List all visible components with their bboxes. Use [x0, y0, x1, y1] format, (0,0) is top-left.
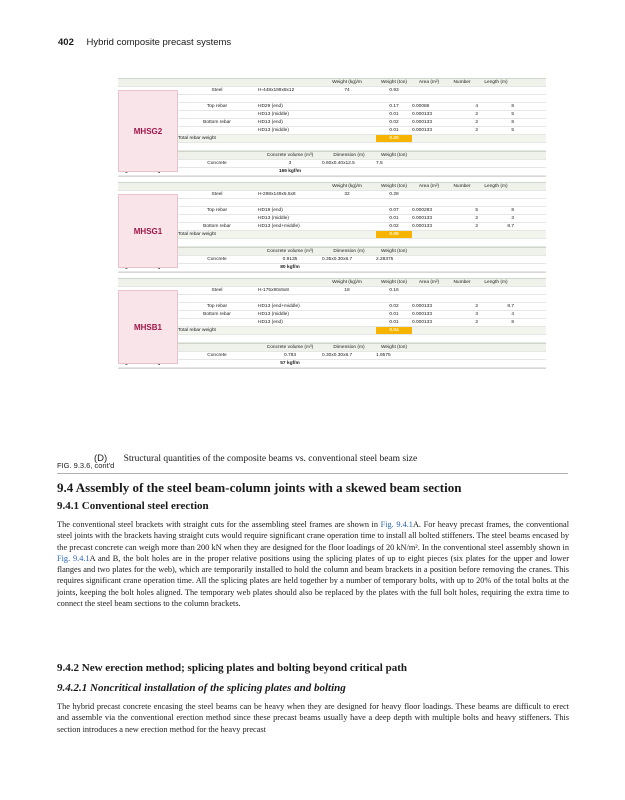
total-rebar-row [118, 231, 546, 239]
rebar-spec: HD29 (end) [258, 104, 283, 109]
rebar-length: 8.7 [507, 304, 514, 309]
column-header-row [118, 278, 546, 287]
rebar-spec: HD13 (middle) [258, 312, 289, 317]
col-header: Number [453, 80, 471, 85]
steel-weight-ton: 0.28 [389, 192, 399, 197]
col-header: Area (m²) [418, 80, 440, 85]
original-steel-weight: 80 kgf/m [280, 265, 300, 270]
rebar-length: 8 [511, 208, 514, 213]
rebar-number: 2 [475, 304, 478, 309]
divider [57, 473, 568, 474]
rebar-weight: 0.17 [389, 104, 399, 109]
concrete-dimension: 0.35x0.30x8.7 [322, 257, 353, 262]
col-header: Concrete volume (m³) [266, 249, 314, 254]
rebar-number: 4 [475, 104, 478, 109]
rebar-row [118, 207, 546, 215]
concrete-row [118, 160, 546, 168]
concrete-weight: 1.9575 [376, 353, 391, 358]
rebar-length: 3 [511, 216, 514, 221]
row-label: Total rebar weight [178, 232, 216, 237]
rebar-weight: 0.01 [389, 320, 399, 325]
rebar-area: 0.000133 [412, 120, 433, 125]
rebar-area: 0.000133 [412, 112, 433, 117]
col-header: Weight (ton) [380, 184, 408, 189]
col-header: Length (m) [484, 184, 508, 189]
rebar-group [178, 215, 256, 222]
table-block-mhsb1 [118, 278, 546, 369]
col-header: Number [453, 184, 471, 189]
table-block-mhsg1 [118, 182, 546, 273]
col-header: Weight (kg)/m [332, 184, 362, 189]
column-header-row [118, 182, 546, 191]
rebar-number: 5 [475, 208, 478, 213]
col-header: Dimension (m) [333, 249, 365, 254]
col-header: Length (m) [484, 80, 508, 85]
rebar-length: 8.7 [507, 224, 514, 229]
steel-weight-ton: 0.93 [389, 88, 399, 93]
paragraph-conventional-erection [57, 519, 569, 609]
total-rebar-value: 0.04 [376, 327, 412, 334]
row-label: Total rebar weight [178, 328, 216, 333]
total-rebar-row [118, 135, 546, 143]
rebar-group: Bottom rebar [203, 120, 231, 125]
rebar-length: 8 [511, 104, 514, 109]
rebar-row [118, 119, 546, 127]
rebar-number: 2 [475, 224, 478, 229]
steel-row [118, 191, 546, 199]
spacer-row [118, 335, 546, 343]
col-header: Concrete volume (m³) [266, 345, 314, 350]
member-label: MHSG2 [118, 90, 178, 172]
figure-link[interactable]: Fig. 9.4.1 [57, 553, 90, 563]
col-header: Weight (kg)/m [332, 80, 362, 85]
rebar-spec: HD13 (middle) [258, 216, 289, 221]
rebar-spec: HD13 (end+middle) [258, 224, 300, 229]
col-header: Number [453, 280, 471, 285]
rebar-area: 0.000133 [412, 224, 433, 229]
rebar-group: Top rebar [206, 208, 228, 213]
rebar-number: 3 [475, 312, 478, 317]
rebar-row [118, 319, 546, 327]
rebar-number: 2 [475, 120, 478, 125]
rebar-length: 8 [511, 320, 514, 325]
rebar-number: 2 [475, 216, 478, 221]
rebar-area: 0.000133 [412, 128, 433, 133]
spacer-row [118, 295, 546, 303]
rebar-number: 2 [475, 128, 478, 133]
paragraph-new-method: The hybrid precast concrete encasing the steel beams can be heavy when they are designed for heavy floor loadings. These beams are difficult to erect and assemble via the conventional erection method since these precast beams usually have a deep depth with multiple bolts and heavy stiffeners. This section introduces a new erection method for the heavy precast [57, 702, 569, 734]
table-block-mhsg2 [118, 78, 546, 177]
rebar-row [118, 311, 546, 319]
rebar-group: Bottom rebar [203, 224, 231, 229]
rebar-row [118, 223, 546, 231]
text-run: The conventional steel brackets with straight cuts for the assembling steel frames are shown in [57, 520, 381, 529]
running-title: Hybrid composite precast systems [86, 37, 232, 48]
rebar-group [178, 319, 256, 326]
total-rebar-value: 0.20 [376, 135, 412, 142]
total-rebar-value: 0.09 [376, 231, 412, 238]
rebar-weight: 0.01 [389, 112, 399, 117]
rebar-length: 5 [511, 112, 514, 117]
member-label: MHSB1 [118, 290, 178, 364]
rebar-group [178, 127, 256, 134]
row-label: Concrete [207, 257, 227, 262]
rebar-area: 0.000133 [412, 304, 433, 309]
rebar-area: 0.000283 [412, 208, 433, 213]
section-heading-9-4-2-1: 9.4.2.1 Noncritical installation of the splicing plates and bolting [57, 682, 346, 694]
steel-weight-per-m: 32 [344, 192, 350, 197]
caption-text: Structural quantities of the composite beams vs. conventional steel beam size [123, 454, 418, 464]
text-run: A. For heavy precast frames, the conventional steel joints with the brackets having straight cuts would require significant crane operation time to install all bolted stiffeners. The steel beams encased by the precast concrete can weigh more than 200 kN when they are designed for the floor loadings of 20 kN/m². In the conventional steel assembly shown in [57, 520, 570, 552]
rebar-length: 8 [511, 120, 514, 125]
col-header: Area (m²) [418, 280, 440, 285]
rebar-group: Top rebar [206, 104, 228, 109]
original-steel-row [118, 168, 546, 176]
rebar-number: 2 [475, 112, 478, 117]
figure-caption [94, 453, 417, 464]
text-run: A and B, the bolt holes are in the proper relative positions using the splicing plates of up to eight pieces (six plates for the upper and lower flanges and two plates for the web), which are temporarily installed to hold the column and beam brackets in a position before removing the cranes. This requires significant crane operation time. All the splicing plates are held together by a number of temporary bolts, with up to 20% of the total bolts at the joints, keeping the bolt holes aligned. The temporary web plates should also be replaced by the plates with the full bolt holes, requiring the extra time to connect the steel beam sections to the column brackets. [57, 553, 569, 609]
original-steel-row [118, 360, 546, 368]
rebar-group: Bottom rebar [203, 312, 231, 317]
rebar-length: 5 [511, 128, 514, 133]
rebar-area: 0.000133 [412, 312, 433, 317]
total-rebar-row [118, 327, 546, 335]
col-header: Dimension (m) [333, 153, 365, 158]
quantities-table [118, 78, 546, 369]
section-heading-9-4: 9.4 Assembly of the steel beam-column joints with a skewed beam section [57, 480, 462, 495]
steel-section: H-448x199x8x12 [258, 88, 295, 93]
rebar-spec: HD13 (middle) [258, 128, 289, 133]
row-label: Concrete [207, 161, 227, 166]
rebar-weight: 0.02 [389, 224, 399, 229]
rebar-spec: HD13 (end+middle) [258, 304, 300, 309]
col-header: Weight (ton) [380, 80, 408, 85]
rebar-group: Top rebar [206, 304, 228, 309]
steel-section: H-175x90x5x8 [258, 288, 289, 293]
steel-weight-per-m: 74 [344, 88, 350, 93]
column-header-row [118, 78, 546, 87]
concrete-volume: 3 [288, 161, 292, 166]
section-heading-9-4-1: 9.4.1 Conventional steel erection [57, 500, 209, 512]
spacer-row [118, 239, 546, 247]
concrete-weight: 2.28375 [376, 257, 394, 262]
rebar-group [178, 111, 256, 118]
row-label: Concrete [207, 353, 227, 358]
concrete-header-row [118, 151, 546, 160]
rebar-row [118, 127, 546, 135]
col-header: Length (m) [484, 280, 508, 285]
rebar-weight: 0.02 [389, 304, 399, 309]
spacer-row [118, 143, 546, 151]
rebar-row [118, 103, 546, 111]
row-label: Steel [211, 288, 223, 293]
rebar-length: 4 [511, 312, 514, 317]
steel-weight-per-m: 18 [344, 288, 350, 293]
col-header: Weight (ton) [380, 345, 408, 350]
rebar-row [118, 215, 546, 223]
rebar-weight: 0.01 [389, 128, 399, 133]
col-header: Weight (kg)/m [332, 280, 362, 285]
rebar-spec: HD13 (middle) [258, 112, 289, 117]
spacer-row [118, 95, 546, 103]
rebar-area: 0.000133 [412, 216, 433, 221]
figure-reference: FIG. 9.3.6, cont'd [57, 461, 115, 470]
section-heading-9-4-2: 9.4.2 New erection method; splicing plates and bolting beyond critical path [57, 662, 407, 674]
rebar-weight: 0.01 [389, 216, 399, 221]
steel-row [118, 87, 546, 95]
rebar-row [118, 303, 546, 311]
rebar-area: 0.000133 [412, 320, 433, 325]
steel-section: H-298x149x5.5x8 [258, 192, 296, 197]
concrete-dimension: 0.60x0.40x12.5 [322, 161, 355, 166]
member-label: MHSG1 [118, 194, 178, 268]
rebar-row [118, 111, 546, 119]
original-steel-row [118, 264, 546, 272]
rebar-spec: HD19 (end) [258, 208, 283, 213]
row-label: Steel [211, 88, 223, 93]
col-header: Area (m²) [418, 184, 440, 189]
caption-label: (D) [94, 453, 108, 464]
col-header: Weight (ton) [380, 153, 408, 158]
rebar-weight: 0.02 [389, 120, 399, 125]
col-header: Weight (ton) [380, 249, 408, 254]
col-header: Dimension (m) [333, 345, 365, 350]
original-steel-weight: 165 kgf/m [278, 169, 302, 174]
original-steel-weight: 57 kgf/m [280, 361, 300, 366]
rebar-weight: 0.01 [389, 312, 399, 317]
page-number: 402 [58, 37, 74, 48]
concrete-volume: 0.783 [283, 353, 296, 358]
concrete-weight: 7.5 [376, 161, 383, 166]
rebar-area: 0.00086 [412, 104, 430, 109]
rebar-number: 2 [475, 320, 478, 325]
concrete-volume: 0.9135 [282, 257, 298, 262]
col-header: Concrete volume (m³) [266, 153, 314, 158]
concrete-dimension: 0.30x0.30x8.7 [322, 353, 353, 358]
page-header [58, 37, 231, 48]
spacer-row [118, 199, 546, 207]
concrete-row [118, 352, 546, 360]
rebar-spec: HD13 (end) [258, 120, 283, 125]
steel-row [118, 287, 546, 295]
row-label: Total rebar weight [178, 136, 216, 141]
rebar-spec: HD13 (end) [258, 320, 283, 325]
figure-link[interactable]: Fig. 9.4.1 [380, 520, 413, 529]
concrete-header-row [118, 343, 546, 352]
row-label: Steel [211, 192, 223, 197]
col-header: Weight (ton) [380, 280, 408, 285]
steel-weight-ton: 0.16 [389, 288, 399, 293]
concrete-row [118, 256, 546, 264]
rebar-weight: 0.07 [389, 208, 399, 213]
concrete-header-row [118, 247, 546, 256]
